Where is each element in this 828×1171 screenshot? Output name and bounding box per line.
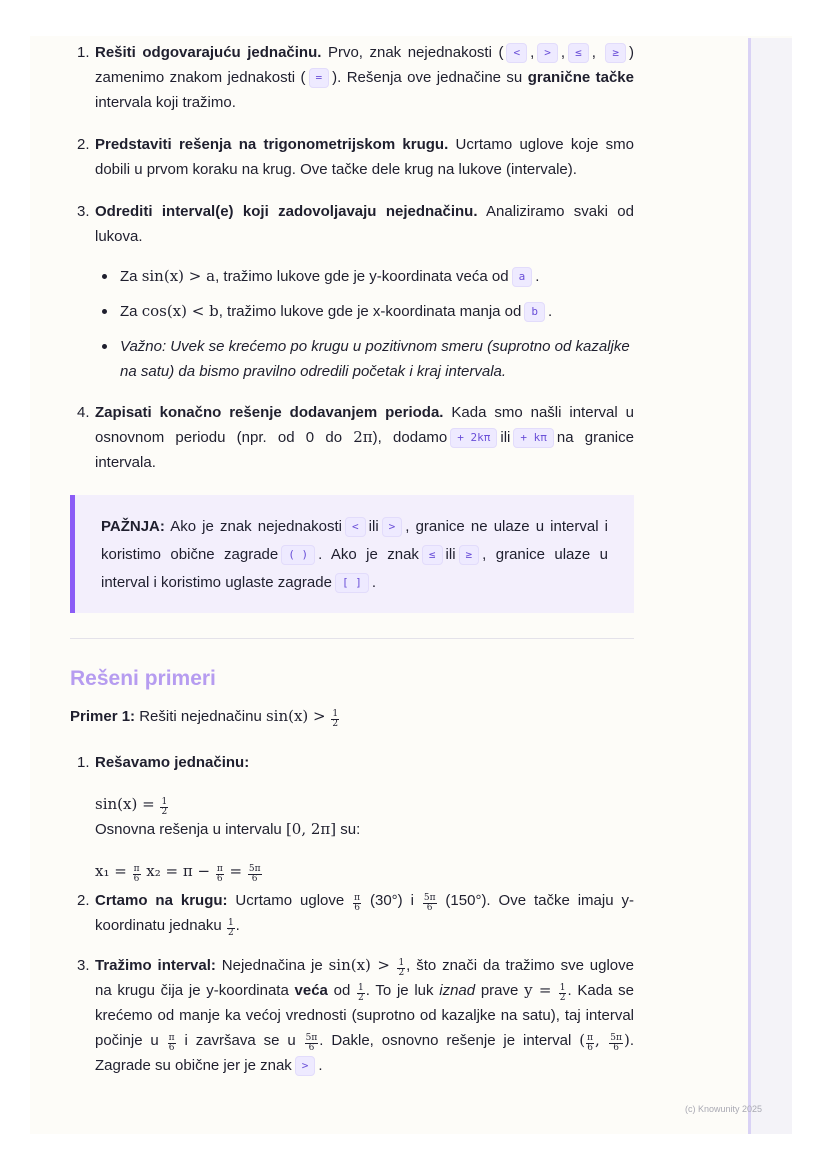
callout-text: , granice ulaze u interval i koristimo uglaste zagrade [101,546,608,591]
step-title: Predstaviti rešenja na trigonometrijskom krugu. [95,136,449,153]
fraction: $\frac{5\pi}{6}$ [423,893,436,913]
fraction: $\frac{5\pi}{6}$ [248,864,261,884]
solutions-equation: x₁ = $\frac{\pi}{6}$ x₂ = π − $\frac{\pi}{6}$ = $\frac{5\pi}{6}$ [95,862,261,884]
document-content [70,36,634,1078]
step-text: ili [500,429,511,446]
list-item: 3. Tražimo interval: Nejednačina je sin(x) > $\frac{1}{2}$ , što znači da tražimo sve uglove na krugu čija je y-koordinata veća od $\frac{1}{2}$ . To je luk iznad prave y = $\frac{1}{2}$ . Kada se krećemo od manje ka većoj vrednosti (suprotno od kazaljke na satu), taj interval počinje u $\frac{\pi}{6}$ i završava se u $\frac{5\pi}{6}$ . Dakle, osnovno rešenje je interval ( $\frac{\pi}{6}$ , $\frac{5\pi}{6}$ ). Zagrade su obične jer je znak > . [70,953,634,1078]
inline-code: = [309,68,330,88]
inline-code: > [382,517,403,537]
callout-label: PAŽNJA: [101,518,165,535]
callout-text: ili [368,518,379,535]
bullet-text: . [547,303,553,320]
fraction: $\frac{1}{2}$ [358,983,364,1003]
fraction: $\frac{1}{2}$ [227,918,234,938]
warning-callout [70,495,634,613]
inline-code: < [345,517,366,537]
bullet-item [70,334,634,384]
list-item: 2. Crtamo na krugu: Ucrtamo uglove $\frac{\pi}{6}$ (30°) i $\frac{5\pi}{6}$ (150°). Ove tačke imaju y-koordinatu jednaku $\frac{1}{2}$ . [70,888,634,938]
list-number: 1. [77,44,90,61]
fraction: $\frac{1}{2}$ [332,709,339,729]
inline-code: ≤ [568,43,589,63]
callout-text: . [371,574,376,591]
bullet-text: , tražimo lukove gde je x-koordinata manja od [218,303,522,320]
math-expression: sin(x) = [95,795,160,813]
fraction: $\frac{\pi}{6}$ [133,864,140,884]
step-text: Kada smo našli interval u osnovnom periodu (npr. od 0 do [95,404,634,446]
callout-text: ili [445,546,456,563]
step-text: Analiziramo svaki od lukova. [95,203,634,245]
callout-text: , granice ne ulaze u interval i koristimo obične zagrade [101,518,608,563]
fraction: $\frac{5\pi}{6}$ [305,1033,318,1053]
fraction: $\frac{5\pi}{6}$ [610,1033,622,1053]
fraction: $\frac{\pi}{6}$ [587,1033,594,1053]
inline-code: ( ) [281,545,315,565]
inline-code: > [295,1056,316,1076]
step-text: Ucrtamo uglove koje smo dobili u prvom koraku na krug. Ove tačke dele krug na lukove (intervale). [95,136,634,178]
math-expression: sin(x) > a [141,267,216,285]
bold-text: granične tačke [527,69,634,86]
fraction: $\frac{\pi}{6}$ [354,893,361,913]
fraction: $\frac{1}{2}$ [161,797,168,817]
bullet-text: , tražimo lukove gde je y-koordinata veća od [215,268,509,285]
step-text: na granice intervala. [95,429,634,471]
inline-code: ≤ [422,545,443,565]
step-text: Osnovna rešenja u intervalu [0, 2π] su: [95,820,361,838]
callout-text: . Ako je znak [318,546,419,563]
example-text: Rešiti nejednačinu [135,708,266,725]
section-title: Rešeni primeri [70,667,216,690]
step-title: Rešiti odgovarajuću jednačinu. [95,44,322,61]
example-label: Primer 1: [70,708,136,725]
step-title: Tražimo interval: [95,957,216,974]
list-item [70,199,634,249]
list-number: 2. [77,136,90,153]
list-number: 2. [77,892,90,909]
bullet-text: . [535,268,540,285]
inline-code: + kπ [513,428,554,448]
list-item: 1. Rešiti odgovarajuću jednačinu. Prvo, znak nejednakosti ( < , > , ≤ , ≥ ) zamenimo znakom jednakosti ( = ). Rešenja ove jednačine su granične tačke intervala koji tražimo. [70,40,634,115]
step-text: Prvo, znak nejednakosti ( [321,44,504,61]
step-title: Odrediti interval(e) koji zadovoljavaju nejednačinu. [95,203,478,220]
bullet-item [70,299,634,324]
list-item [70,750,634,884]
fraction: $\frac{\pi}{6}$ [216,864,223,884]
section-divider [70,638,634,639]
list-number: 4. [77,404,90,421]
fraction: $\frac{\pi}{6}$ [168,1033,175,1053]
callout-text: Ako je znak nejednakosti [164,518,343,535]
step-text: intervala koji tražimo. [95,94,236,111]
math-expression: sin(x) > [265,707,331,725]
math-expression: 2π [353,428,373,446]
step-title: Rešavamo jednačinu: [95,754,250,771]
step-text: ) zamenimo znakom jednakosti ( [95,44,635,86]
inline-code: ≥ [605,43,626,63]
list-item [70,132,634,182]
fraction: $\frac{1}{2}$ [398,958,405,978]
example-heading [70,704,634,729]
inline-code: [ ] [335,573,369,593]
bullet-text: Za [120,303,142,320]
list-number: 3. [77,203,90,220]
side-panel [748,38,792,1134]
equation [95,792,634,817]
step-title: Crtamo na krugu: [95,892,228,909]
step-text: ), dodamo [372,429,448,446]
step-title: Zapisati konačno rešenje dodavanjem perioda. [95,404,444,421]
list-number: 1. [77,754,90,771]
step-text: ). Rešenja ove jednačine su [332,69,528,86]
inline-code: a [512,267,533,287]
inline-code: < [506,43,527,63]
bullet-text: Za [120,268,142,285]
bullet-item [70,264,634,289]
fraction: $\frac{1}{2}$ [559,983,566,1003]
list-number: 3. [77,957,90,974]
inline-code: b [524,302,545,322]
inline-code: > [537,43,558,63]
copyright-footer: (c) Knowunity 2025 [685,1104,763,1114]
list-item [70,400,634,475]
inline-code: + 2kπ [450,428,497,448]
math-expression: cos(x) < b [141,302,219,320]
inline-code: ≥ [459,545,480,565]
note-text: Važno: Uvek se krećemo po krugu u pozitivnom smeru (suprotno od kazaljke na satu) da bismo pravilno odredili početak i kraj intervala. [120,338,630,380]
